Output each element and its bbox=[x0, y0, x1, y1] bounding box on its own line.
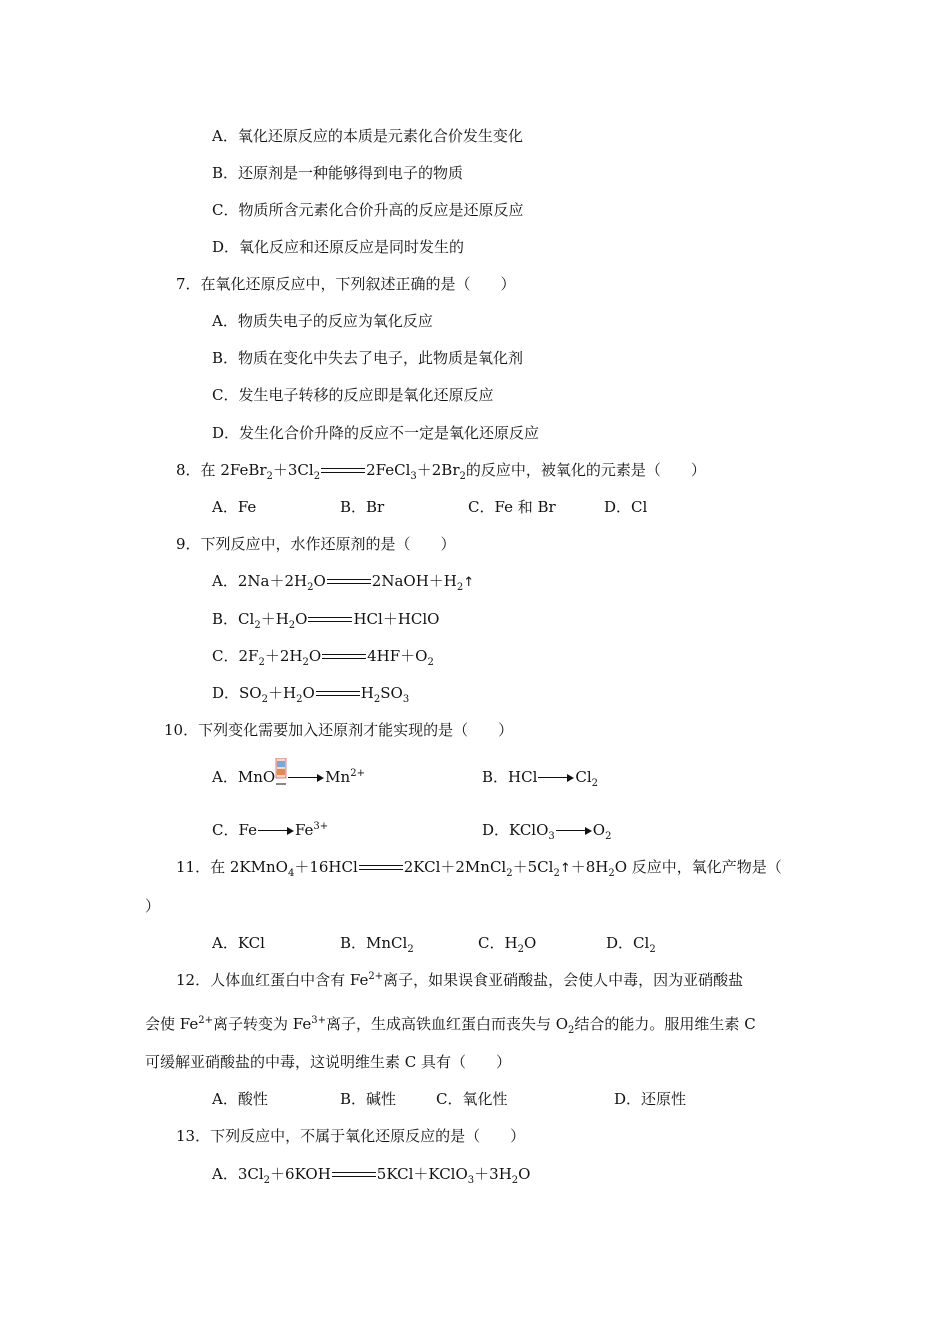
equals-sign bbox=[327, 577, 371, 587]
q8-option-c: C．Fe 和 Br bbox=[468, 498, 556, 516]
permanganate-charge-icon bbox=[275, 758, 287, 778]
q12-text: 离子转变为 Fe bbox=[212, 1015, 312, 1033]
option-label: A． bbox=[212, 1165, 238, 1183]
q6-option-b: B．还原剂是一种能够得到电子的物质 bbox=[212, 164, 464, 182]
q11-option-d: D．$Cl_2$ bbox=[606, 934, 656, 955]
q8-option-a: A．Fe bbox=[212, 498, 257, 516]
equals-sign bbox=[316, 689, 360, 699]
q8-stem-suffix: 的反应中，被氧化的元素是（ ） bbox=[465, 461, 706, 479]
q13-option-a: A．$3Cl_2+6KOH$ $5KCl+KClO_3+3H_2O$ bbox=[212, 1165, 531, 1186]
gas-arrow-icon: ↑ bbox=[559, 861, 571, 876]
option-label: A． bbox=[212, 934, 238, 952]
q6-option-a: A．氧化还原反应的本质是元素化合价发生变化 bbox=[212, 127, 523, 145]
q11-stem-prefix: 11．在 bbox=[176, 858, 230, 876]
equals-sign bbox=[332, 1170, 376, 1180]
q11-stem-close: ） bbox=[145, 897, 161, 915]
q13-stem: 13．下列反应中，不属于氧化还原反应的是（ ） bbox=[176, 1127, 526, 1145]
q10-option-b: B．HCl $Cl_2$ bbox=[482, 768, 599, 789]
q8-stem-prefix: 8．在 bbox=[176, 461, 221, 479]
equals-sign bbox=[308, 615, 352, 625]
arrow-icon bbox=[258, 826, 294, 836]
q9-option-c: C．$2F_2+2H_2O$ $4HF+O_2$ bbox=[212, 647, 434, 668]
q10-option-a: A．MnO $Mn^{2+}$ bbox=[212, 767, 365, 787]
q9-option-b: B．$Cl_2+H_2O$ HCl＋HClO bbox=[212, 610, 440, 631]
equals-sign bbox=[322, 652, 366, 662]
q11-option-a: A．KCl bbox=[212, 934, 265, 952]
q8-option-b: B．Br bbox=[340, 498, 385, 516]
q12-text: 12．人体血红蛋白中含有 Fe bbox=[176, 971, 369, 989]
q12-option-b: B．碱性 bbox=[340, 1090, 397, 1108]
q12-line-2: 会使 $Fe^{2+}$离子转变为 $Fe^{3+}$离子，生成高铁血红蛋白而丧失与 $O_2$结合的能力。服用维生素 C bbox=[145, 1015, 756, 1036]
q10-option-c: C．Fe $Fe^{3+}$ bbox=[212, 821, 329, 839]
q9-option-d: D．$SO_2+H_2O$ $H_2SO_3$ bbox=[212, 684, 410, 705]
q8-equation: $2FeBr_2+3Cl_2$ $2FeCl_3+2Br_2$ bbox=[220, 461, 466, 482]
q11-option-b: B．MnCl$_2$ bbox=[340, 934, 414, 955]
q7-option-d: D．发生化合价升降的反应不一定是氧化还原反应 bbox=[212, 424, 540, 442]
q7-option-b: B．物质在变化中失去了电子，此物质是氧化剂 bbox=[212, 349, 524, 367]
q12-option-d: D．还原性 bbox=[614, 1090, 687, 1108]
q12-option-c: C．氧化性 bbox=[436, 1090, 508, 1108]
q12-text: 结合的能力。服用维生素 C bbox=[574, 1015, 756, 1033]
q9-stem: 9．下列反应中，水作还原剂的是（ ） bbox=[176, 535, 456, 553]
q12-text: 会使 Fe bbox=[145, 1015, 199, 1033]
option-label: C． bbox=[212, 821, 239, 839]
q7-option-a: A．物质失电子的反应为氧化反应 bbox=[212, 312, 433, 330]
q6-option-d: D．氧化反应和还原反应是同时发生的 bbox=[212, 238, 465, 256]
q11-option-c: C．$H_2O$ bbox=[478, 934, 537, 955]
option-label: A． bbox=[212, 572, 238, 590]
option-label: C． bbox=[212, 647, 239, 665]
q11-equation: 2KMnO$_4$＋16HCl $2KCl+2MnCl_2+5Cl_2↑+8H_2O$ bbox=[229, 858, 628, 879]
q11-stem bbox=[176, 857, 782, 879]
option-label: D． bbox=[482, 821, 510, 839]
equals-sign bbox=[359, 863, 403, 873]
q8-option-d: D．Cl bbox=[604, 498, 648, 516]
q8-stem bbox=[176, 460, 706, 480]
option-label: B． bbox=[482, 768, 509, 786]
q12-line-3: 可缓解亚硝酸盐的中毒，这说明维生素 C 具有（ ） bbox=[145, 1053, 512, 1071]
equals-sign bbox=[321, 466, 365, 476]
q11-stem-suffix: 反应中，氧化产物是（ bbox=[627, 858, 782, 876]
arrow-icon bbox=[538, 773, 574, 783]
q12-line-1: 12．人体血红蛋白中含有 $Fe^{2+}$离子，如果误食亚硝酸盐，会使人中毒，因为亚硝酸盐 bbox=[176, 971, 744, 989]
q9-option-a: A．$2Na+2H_2O$ $2NaOH+H_2↑$ bbox=[212, 572, 475, 593]
arrow-icon bbox=[556, 826, 592, 836]
q7-stem: 7．在氧化还原反应中，下列叙述正确的是（ ） bbox=[176, 275, 516, 293]
q10-option-d: D．KClO$_3$ $O_2$ bbox=[482, 821, 612, 842]
option-label: D． bbox=[606, 934, 634, 952]
option-label: A． bbox=[212, 768, 238, 786]
arrow-icon bbox=[288, 773, 324, 783]
option-label: C． bbox=[478, 934, 505, 952]
q7-option-c: C．发生电子转移的反应即是氧化还原反应 bbox=[212, 386, 494, 404]
option-label: B． bbox=[340, 934, 367, 952]
option-label: D． bbox=[212, 684, 240, 702]
option-label: B． bbox=[212, 610, 239, 628]
q6-option-c: C．物质所含元素化合价升高的反应是还原反应 bbox=[212, 201, 524, 219]
q10-stem: 10．下列变化需要加入还原剂才能实现的是（ ） bbox=[164, 721, 514, 739]
q12-text: 离子，如果误食亚硝酸盐，会使人中毒，因为亚硝酸盐 bbox=[383, 971, 744, 989]
gas-arrow-icon: ↑ bbox=[463, 575, 475, 590]
q12-option-a: A．酸性 bbox=[212, 1090, 268, 1108]
q12-text: 离子，生成高铁血红蛋白而丧失与 O bbox=[325, 1015, 569, 1033]
